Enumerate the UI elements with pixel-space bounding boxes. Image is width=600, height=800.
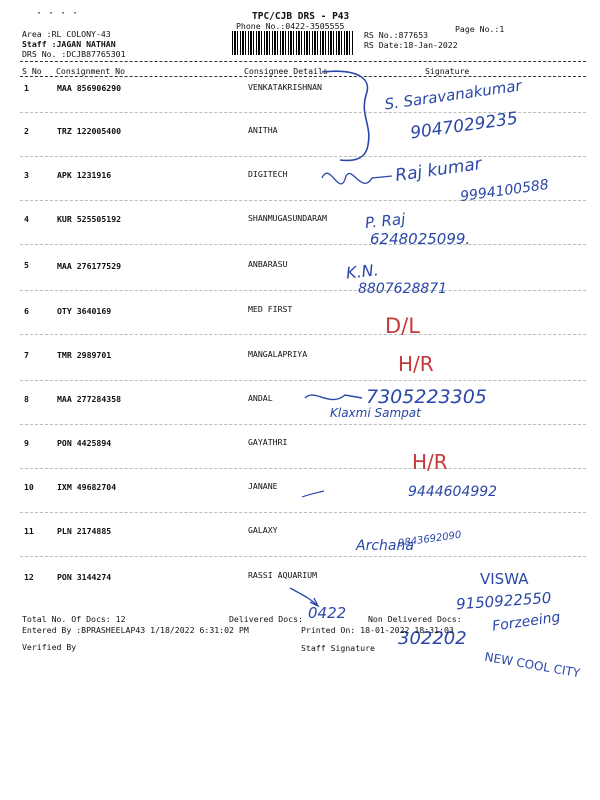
staff-field: Staff :JAGAN NATHAN bbox=[22, 39, 116, 49]
consignee-name: GALAXY bbox=[248, 525, 278, 535]
consignee-name: ANBARASU bbox=[248, 259, 288, 269]
non-delivered-docs: Non Delivered Docs: bbox=[368, 614, 462, 624]
hw-name: VISWA bbox=[480, 570, 529, 588]
consignment-no: OTY 3640169 bbox=[57, 306, 112, 316]
row-number: 8 bbox=[24, 394, 29, 404]
rs-number: RS No.:877653 bbox=[364, 30, 429, 40]
col-consignment: Consignment No bbox=[56, 66, 126, 76]
col-signature: Signature bbox=[425, 66, 470, 76]
consignment-no: PON 4425894 bbox=[57, 438, 112, 448]
row-number: 1 bbox=[24, 83, 29, 93]
hw-name: Archana bbox=[356, 538, 414, 554]
consignee-name: ANDAL bbox=[248, 393, 273, 403]
row-number: 11 bbox=[24, 526, 34, 536]
consignment-no: TMR 2989701 bbox=[57, 350, 112, 360]
row-number: 9 bbox=[24, 438, 29, 448]
strike-scribble bbox=[305, 395, 362, 400]
hw-note: Forzeeing bbox=[491, 609, 562, 635]
consignment-no: PLN 2174885 bbox=[57, 526, 112, 536]
hw-code: 0422 bbox=[308, 604, 347, 622]
delivered-docs: Delivered Docs: bbox=[229, 614, 303, 624]
corner-mark: · · · · bbox=[36, 8, 79, 19]
row-number: 4 bbox=[24, 214, 29, 224]
tick-stroke bbox=[302, 491, 324, 497]
consignment-no: MAA 277284358 bbox=[57, 394, 122, 404]
consignee-name: GAYATHRI bbox=[248, 437, 288, 447]
consignee-name: DIGITECH bbox=[248, 169, 288, 179]
consignee-name: SHANMUGASUNDARAM bbox=[248, 213, 327, 223]
col-consignee: Consignee Details bbox=[244, 66, 328, 76]
hw-number: 302202 bbox=[398, 628, 467, 649]
hw-name: Raj kumar bbox=[394, 154, 483, 186]
document-title: TPC/CJB DRS - P43 bbox=[252, 11, 350, 22]
consignee-name: ANITHA bbox=[248, 125, 278, 135]
hw-phone: 9843692090 bbox=[397, 529, 463, 550]
verified-by: Verified By bbox=[22, 642, 77, 652]
bracket-stroke bbox=[322, 71, 369, 160]
hw-phone: 7305223305 bbox=[366, 386, 487, 408]
signature-scribble bbox=[322, 173, 392, 184]
drs-number: DRS No. :DCJB87765301 bbox=[22, 49, 126, 59]
consignee-name: VENKATAKRISHNAN bbox=[248, 82, 322, 92]
hw-phone: 9150922550 bbox=[455, 588, 552, 614]
row-number: 10 bbox=[24, 482, 34, 492]
consignment-no: MAA 276177529 bbox=[57, 261, 122, 271]
rs-date: RS Date:18-Jan-2022 bbox=[364, 40, 458, 50]
hw-phone: 9444604992 bbox=[408, 484, 498, 500]
hw-phone: 9047029235 bbox=[409, 108, 520, 144]
hw-name: P. Raj bbox=[364, 209, 407, 233]
staff-signature: Staff Signature bbox=[301, 643, 375, 653]
consignment-no: PON 3144274 bbox=[57, 572, 112, 582]
row-number: 2 bbox=[24, 126, 29, 136]
hw-address: NEW COOL CITY bbox=[483, 649, 582, 681]
consignee-name: MED FIRST bbox=[248, 304, 293, 314]
hw-phone: 9994100588 bbox=[459, 176, 550, 206]
consignment-no: APK 1231916 bbox=[57, 170, 112, 180]
entered-by: Entered By :BPRASHEELAP43 1/18/2022 6:31:02 PM bbox=[22, 625, 249, 635]
row-number: 5 bbox=[24, 260, 29, 270]
consignment-no: TRZ 122005400 bbox=[57, 126, 122, 136]
consignment-no: KUR 525505192 bbox=[57, 214, 122, 224]
hw-name: Klaxmi Sampat bbox=[330, 406, 421, 420]
hw-name: S. Saravanakumar bbox=[383, 76, 523, 114]
consignment-no: IXM 49682704 bbox=[57, 482, 117, 492]
col-sno: S No bbox=[22, 66, 42, 76]
hw-phone: 6248025099. bbox=[370, 230, 471, 248]
consignment-no: MAA 856906290 bbox=[57, 83, 122, 93]
area-field: Area :RL COLONY-43 bbox=[22, 29, 111, 39]
hw-phone: 8807628871 bbox=[358, 281, 448, 297]
row-number: 3 bbox=[24, 170, 29, 180]
hw-status-hr: H/R bbox=[398, 352, 434, 376]
hw-status-hr: H/R bbox=[412, 450, 448, 474]
row-number: 7 bbox=[24, 350, 29, 360]
consignee-name: JANANE bbox=[248, 481, 278, 491]
phone-number: Phone No.:0422-3505555 bbox=[236, 21, 345, 31]
hw-status-dl: D/L bbox=[385, 314, 420, 338]
row-number: 6 bbox=[24, 306, 29, 316]
consignee-name: MANGALAPRIYA bbox=[248, 349, 308, 359]
page-number: Page No.:1 bbox=[455, 24, 505, 34]
row-number: 12 bbox=[24, 572, 34, 582]
hw-name: K.N. bbox=[345, 260, 380, 283]
consignee-name: RASSI AQUARIUM bbox=[248, 570, 318, 580]
printed-on: Printed On: 18-01-2022 18:31:03 bbox=[301, 625, 454, 635]
total-docs: Total No. Of Docs: 12 bbox=[22, 614, 126, 624]
